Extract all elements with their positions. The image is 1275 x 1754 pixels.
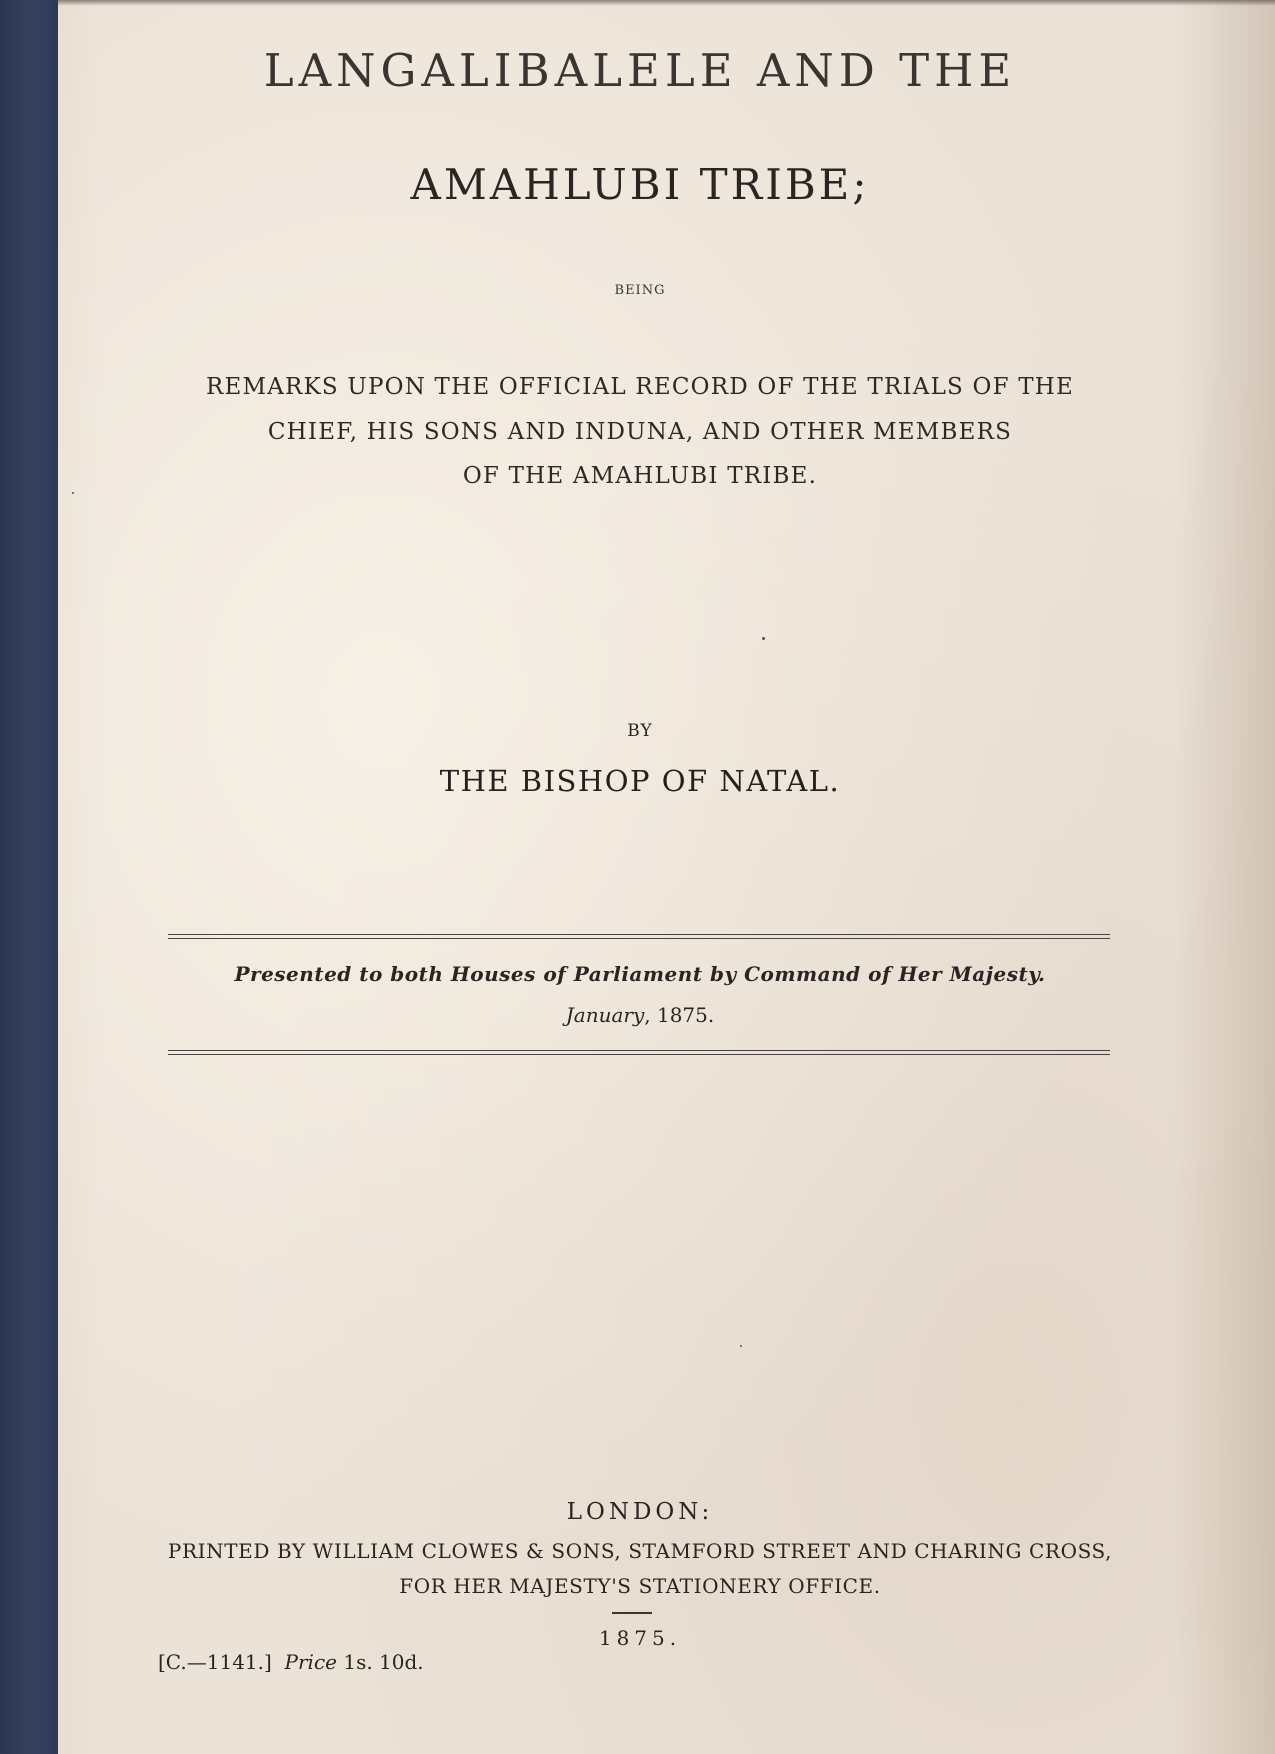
being-label: BEING xyxy=(614,283,666,298)
title-line-2: AMAHLUBI TRIBE; xyxy=(410,160,870,209)
imprint-printer: PRINTED BY WILLIAM CLOWES & SONS, STAMFORD STREET AND CHARING CROSS, xyxy=(167,1539,1113,1563)
imprint-year: 1875. xyxy=(598,1626,682,1650)
by-label: BY xyxy=(627,721,653,741)
double-rule-bottom xyxy=(168,1050,1110,1055)
price-value: 1s. 10d. xyxy=(336,1650,424,1674)
subtitle-line-2: CHIEF, HIS SONS AND INDUNA, AND OTHER MEMBERS xyxy=(267,419,1013,445)
subtitle-line-1: REMARKS UPON THE OFFICIAL RECORD OF THE TRIALS OF THE xyxy=(205,374,1075,400)
imprint-office: FOR HER MAJESTY'S STATIONERY OFFICE. xyxy=(399,1574,881,1598)
command-paper-reference xyxy=(158,1650,424,1674)
presentation-year: , 1875. xyxy=(644,1003,715,1027)
presentation-statement: Presented to both Houses of Parliament by Command of Her Majesty. xyxy=(234,962,1046,986)
price-label: Price xyxy=(284,1650,337,1674)
page-top-edge-shadow xyxy=(58,0,1275,6)
paper-speck xyxy=(740,1345,742,1347)
author-line: THE BISHOP OF NATAL. xyxy=(439,764,841,798)
presentation-month: January xyxy=(565,1003,645,1027)
imprint-city: LONDON: xyxy=(566,1499,714,1525)
subtitle-line-3: OF THE AMAHLUBI TRIBE. xyxy=(462,463,818,489)
short-rule xyxy=(612,1612,652,1614)
command-paper-code: [C.—1141.] xyxy=(158,1650,272,1674)
book-spine-binding xyxy=(0,0,58,1754)
paper-speck xyxy=(762,637,765,640)
paper-speck xyxy=(72,492,74,494)
presentation-date xyxy=(150,1003,1130,1027)
title-line-1: LANGALIBALELE AND THE xyxy=(263,44,1017,97)
double-rule-top xyxy=(168,934,1110,939)
